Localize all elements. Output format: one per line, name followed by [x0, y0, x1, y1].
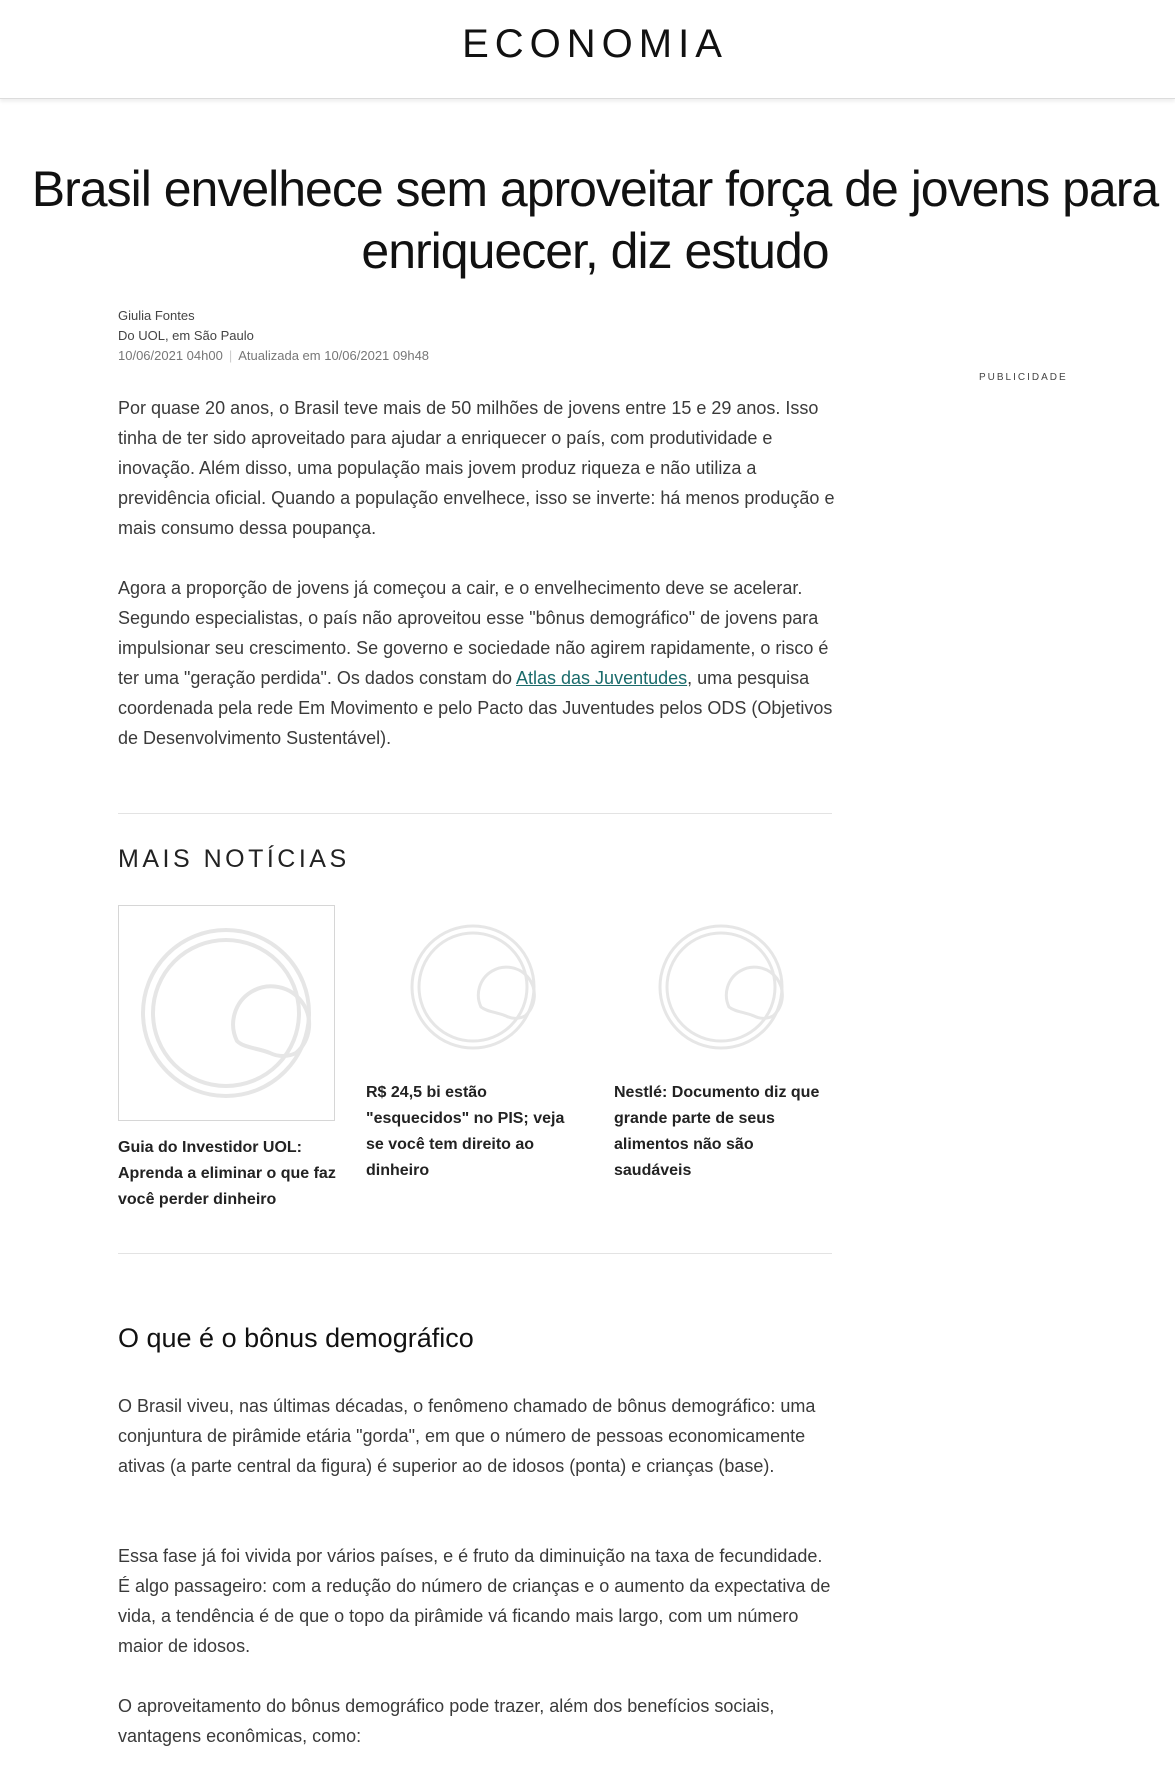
news-card-title[interactable]: Guia do Investidor UOL: Aprenda a eliminar o que faz você perder dinheiro: [118, 1139, 336, 1208]
uol-logo-placeholder-icon: [119, 906, 334, 1120]
article-paragraph: O aproveitamento do bônus demográfico pode trazer, além dos benefícios sociais, vantagens econômicas, como:: [118, 1696, 775, 1746]
news-thumbnail[interactable]: [118, 905, 335, 1121]
section-title[interactable]: ECONOMIA: [462, 22, 728, 66]
top-header: [0, 0, 1175, 99]
news-thumbnail[interactable]: [366, 905, 581, 1065]
divider: [118, 813, 832, 814]
published-date: 10/06/2021 04h00: [118, 348, 223, 363]
article-paragraph: O Brasil viveu, nas últimas décadas, o fenômeno chamado de bônus demográfico: uma conjuntura de pirâmide etária "gorda", em que o número de pessoas economicamente ativas (a parte central da figura) é superior ao de idosos (ponta) e crianças (base).: [118, 1396, 816, 1476]
more-news-title: MAIS NOTÍCIAS: [118, 845, 350, 873]
date-separator: |: [228, 348, 233, 363]
uol-logo-placeholder-icon: [366, 905, 581, 1065]
article-paragraph: Essa fase já foi vivida por vários países, e é fruto da diminuição na taxa de fecundidade. É algo passageiro: com a redução do número de crianças e o aumento da expectativa de vida, a tendência é de que o topo da pirâmide vá ficando mais largo, com um número maior de idosos.: [118, 1546, 831, 1656]
news-card-title[interactable]: Nestlé: Documento diz que grande parte de seus alimentos não são saudáveis: [614, 1084, 820, 1179]
news-card-title[interactable]: R$ 24,5 bi estão "esquecidos" no PIS; veja se você tem direito ao dinheiro: [366, 1084, 565, 1179]
author-location: Do UOL, em São Paulo: [118, 328, 254, 343]
article-paragraph: [118, 573, 838, 753]
paragraph-text: Agora a proporção de jovens já começou a cair, e o envelhecimento deve se acelerar. Segundo especialistas, o país não aproveitou esse "bônus demográfico" de jovens para impulsionar seu crescimento. Se governo e sociedade não agirem rapidamente, o risco é ter uma "geração perdida". Os dados constam do: [118, 578, 829, 688]
uol-logo-placeholder-icon: [614, 905, 829, 1065]
article-headline: Brasil envelhece sem aproveitar força de jovens para enriquecer, diz estudo: [31, 161, 1159, 279]
divider: [118, 1253, 832, 1254]
author-name: Giulia Fontes: [118, 308, 195, 323]
news-thumbnail[interactable]: [614, 905, 829, 1065]
updated-date: Atualizada em 10/06/2021 09h48: [238, 348, 430, 363]
atlas-das-juventudes-link[interactable]: Atlas das Juventudes: [516, 668, 688, 688]
paragraph-text: , uma pesquisa coordenada pela rede Em Movimento e pelo Pacto das Juventudes pelos ODS (Objetivos de Desenvolvimento Sustentável).: [118, 668, 833, 748]
article-paragraph: Por quase 20 anos, o Brasil teve mais de 50 milhões de jovens entre 15 e 29 anos. Isso tinha de ter sido aproveitado para ajudar a enriquecer o país, com produtividade e inovação. Além disso, uma população mais jovem produz riqueza e não utiliza a previdência oficial. Quando a população envelhece, isso se inverte: há menos produção e mais consumo dessa poupança.: [118, 398, 835, 538]
section-subheading: O que é o bônus demográfico: [118, 1323, 474, 1353]
article-dates: [118, 346, 429, 366]
byline: [118, 306, 429, 366]
ad-label: PUBLICIDADE: [979, 372, 1068, 383]
